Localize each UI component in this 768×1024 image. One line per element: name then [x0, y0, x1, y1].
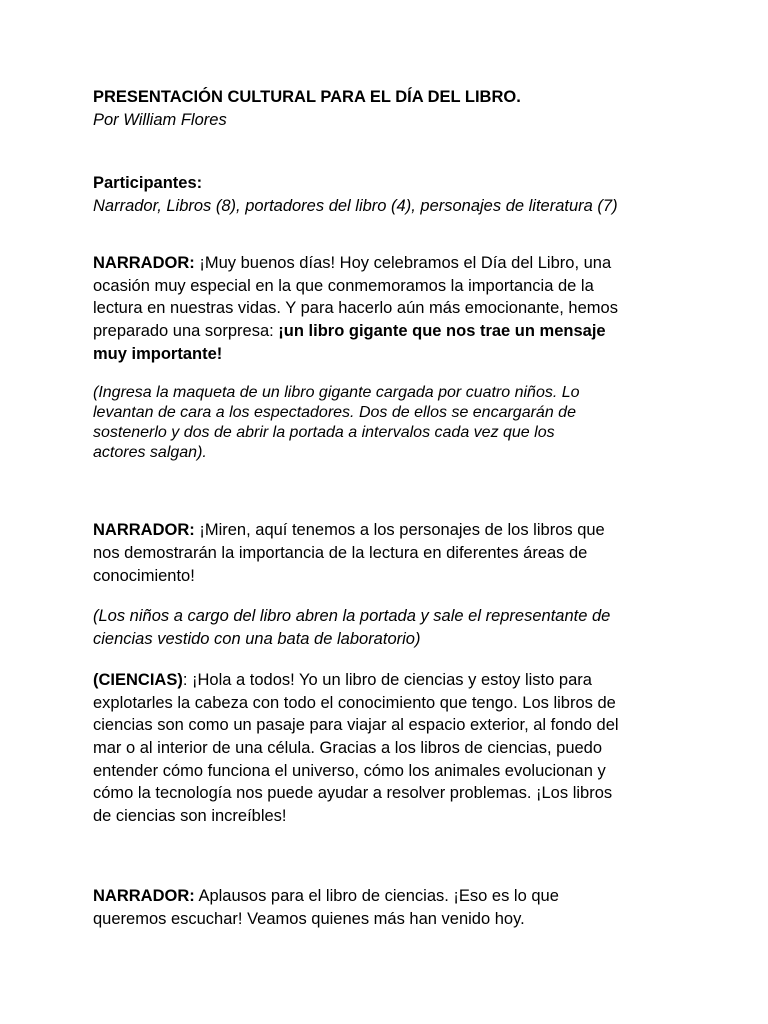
dialogue-text: preparado una sorpresa:: [93, 322, 279, 340]
stage-line: levantan de cara a los espectadores. Dos de ellos se encargarán de: [93, 404, 576, 421]
paragraph-line: conocimiento!: [93, 567, 195, 585]
stage-line: sostenerlo y dos de abrir la portada a intervalos cada vez que los: [93, 424, 555, 441]
dialogue-text: Aplausos para el libro de ciencias. ¡Eso es lo que: [198, 887, 559, 905]
speaker-label: NARRADOR:: [93, 887, 195, 905]
paragraph-line: [93, 885, 559, 907]
paragraph-line: [93, 320, 606, 342]
paragraph-line: cómo la tecnología nos puede ayudar a resolver problemas. ¡Los libros: [93, 784, 613, 802]
emphasis-text: muy importante!: [93, 345, 223, 363]
document-title: PRESENTACIÓN CULTURAL PARA EL DÍA DEL LIBRO.: [93, 88, 521, 106]
stage-line: ciencias vestido con una bata de laboratorio): [93, 630, 421, 648]
paragraph-line: entender cómo funciona el universo, cómo los animales evolucionan y: [93, 762, 606, 780]
speaker-label: NARRADOR:: [93, 254, 195, 272]
participants-list: Narrador, Libros (8), portadores del libro (4), personajes de literatura (7): [93, 197, 618, 215]
dialogue-text: ¡Miren, aquí tenemos a los personajes de los libros que: [199, 521, 605, 539]
paragraph-line: de ciencias son increíbles!: [93, 807, 287, 825]
emphasis-text: ¡un libro gigante que nos trae un mensaje: [278, 322, 606, 340]
stage-line: (Ingresa la maqueta de un libro gigante cargada por cuatro niños. Lo: [93, 384, 580, 401]
speaker-label: (CIENCIAS): [93, 671, 183, 689]
dialogue-text: : ¡Hola a todos! Yo un libro de ciencias y estoy listo para: [182, 671, 592, 689]
paragraph-line: mar o al interior de una célula. Gracias a los libros de ciencias, puedo: [93, 739, 603, 757]
stage-line: (Los niños a cargo del libro abren la portada y sale el representante de: [93, 607, 611, 625]
paragraph-line: ocasión muy especial en la que conmemoramos la importancia de la: [93, 277, 594, 295]
paragraph-line: queremos escuchar! Veamos quienes más han venido hoy.: [93, 910, 525, 928]
speaker-label: NARRADOR:: [93, 521, 195, 539]
paragraph-line: explotarles la cabeza con todo el conocimiento que tengo. Los libros de: [93, 694, 616, 712]
document-author: Por William Flores: [93, 111, 227, 129]
dialogue-text: ¡Muy buenos días! Hoy celebramos el Día del Libro, una: [199, 254, 612, 272]
paragraph-line: ciencias son como un pasaje para viajar al espacio exterior, al fondo del: [93, 716, 619, 734]
paragraph-line: [93, 669, 592, 691]
paragraph-line: [93, 252, 611, 274]
paragraph-line: lectura en nuestras vidas. Y para hacerlo aún más emocionante, hemos: [93, 299, 618, 317]
paragraph-line: nos demostrarán la importancia de la lectura en diferentes áreas de: [93, 544, 588, 562]
participants-heading: Participantes:: [93, 174, 203, 192]
stage-line: actores salgan).: [93, 444, 207, 461]
paragraph-line: [93, 519, 605, 541]
